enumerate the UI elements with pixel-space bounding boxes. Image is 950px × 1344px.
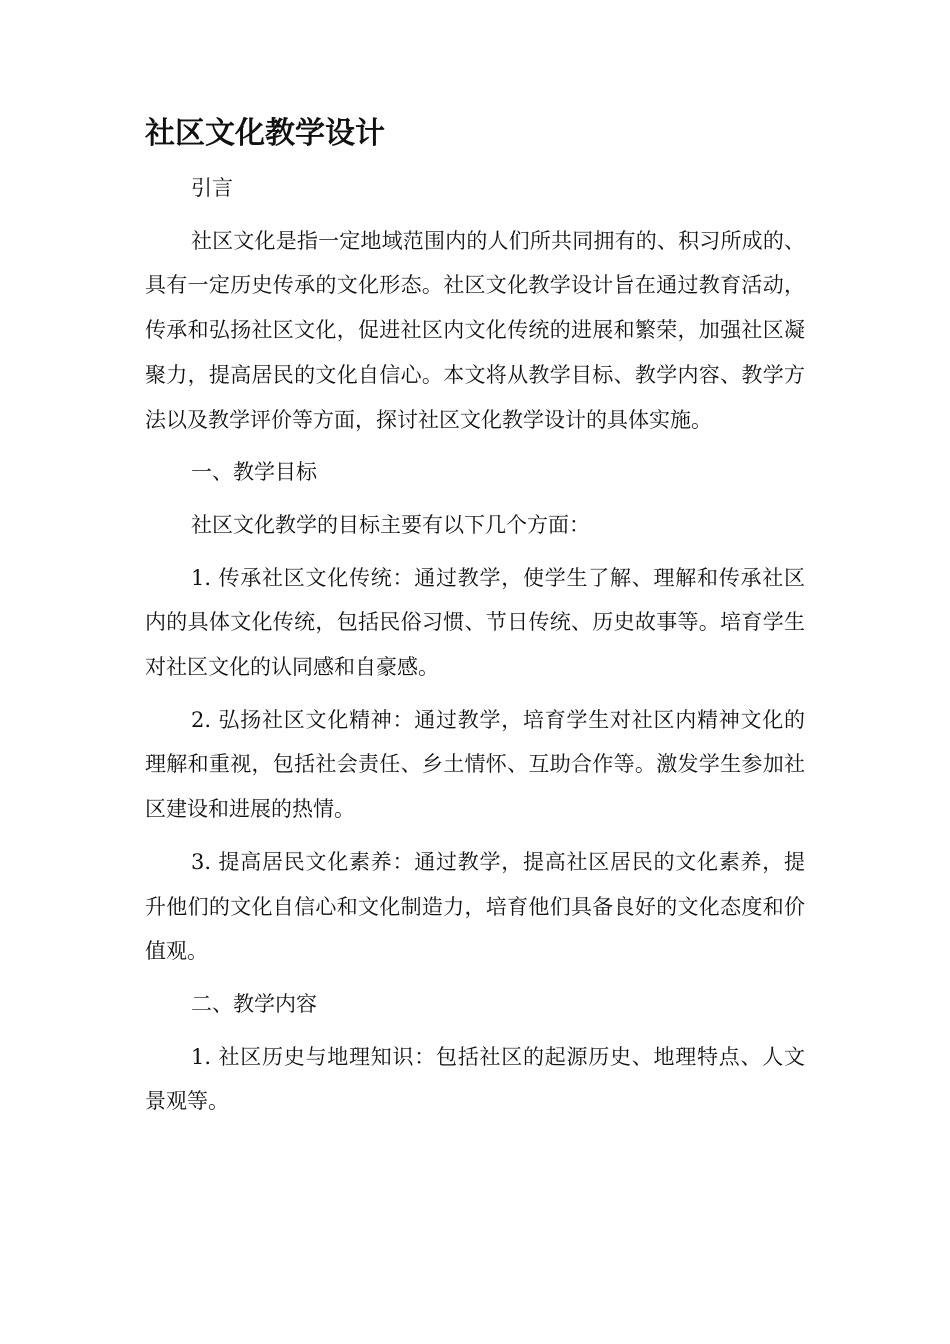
goals-intro-paragraph: 社区文化教学的目标主要有以下几个方面：: [191, 512, 590, 537]
section-heading-content: 二、教学内容: [191, 991, 317, 1016]
content-item: 1. 社区历史与地理知识：包括社区的起源历史、地理特点、人文景观等。: [145, 1044, 805, 1114]
goal-item: 1. 传承社区文化传统：通过教学，使学生了解、理解和传承社区内的具体文化传统，包括民俗习惯、节日传统、历史故事等。培育学生对社区文化的认同感和自豪感。: [145, 565, 805, 680]
document-title: 社区文化教学设计: [145, 116, 385, 151]
document-body: [145, 112, 805, 1132]
goal-item: 2. 弘扬社区文化精神：通过教学，培育学生对社区内精神文化的理解和重视，包括社会责任、乡土情怀、互助合作等。激发学生参加社区建设和进展的热情。: [145, 707, 805, 822]
goal-item: 3. 提高居民文化素养：通过教学，提高社区居民的文化素养，提升他们的文化自信心和文化制造力，培育他们具备良好的文化态度和价值观。: [145, 849, 805, 964]
intro-paragraph: 社区文化是指一定地域范围内的人们所共同拥有的、积习所成的、具有一定历史传承的文化形态。社区文化教学设计旨在通过教育活动，传承和弘扬社区文化，促进社区内文化传统的进展和繁荣，加强社区凝聚力，提高居民的文化自信心。本文将从教学目标、教学内容、教学方法以及教学评价等方面，探讨社区文化教学设计的具体实施。: [145, 228, 805, 432]
intro-heading: 引言: [191, 176, 233, 200]
section-heading-goals: 一、教学目标: [191, 460, 317, 485]
